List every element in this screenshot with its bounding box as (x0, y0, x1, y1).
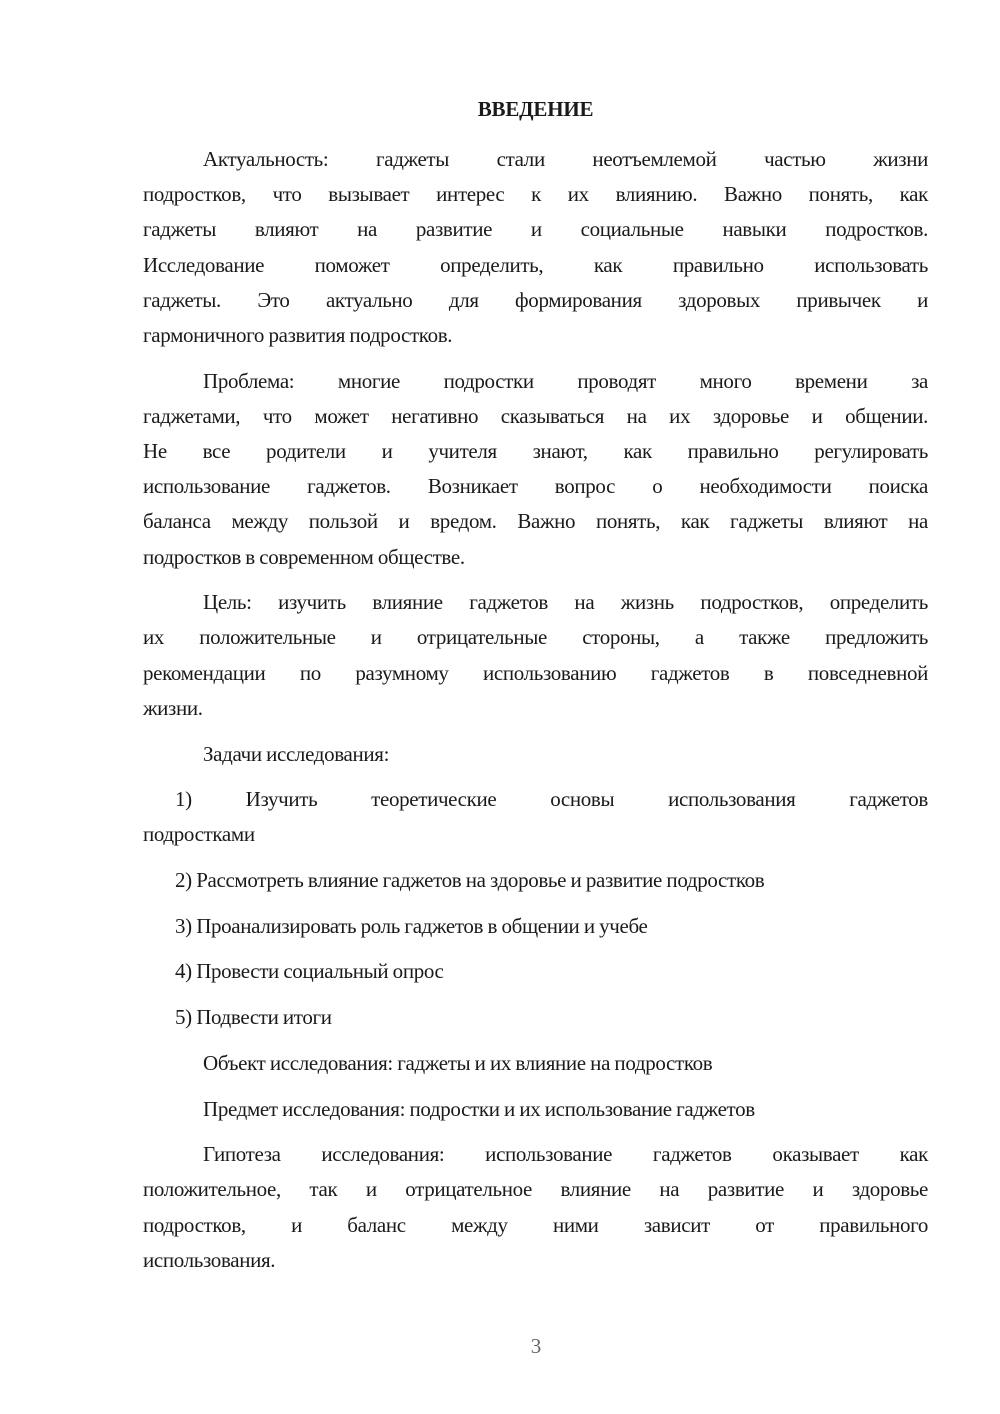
text-line: Актуальность: гаджеты стали неотъемлемой частью жизни (203, 147, 928, 171)
section-title: ВВЕДЕНИЕ (477, 97, 594, 121)
text-line: гаджетами, что может негативно сказываться на их здоровье и общении. (143, 403, 928, 428)
text-line: Объект исследования: гаджеты и их влияние на подростков (203, 1050, 713, 1075)
text-line: подростков, что вызывает интерес к их влиянию. Важно понять, как (143, 182, 928, 207)
document-page (143, 92, 928, 1278)
text-line: 4) Провести социальный опрос (175, 959, 444, 984)
text-line: Предмет исследования: подростки и их использование гаджетов (203, 1096, 755, 1121)
text-line: Не все родители и учителя знают, как правильно регулировать (143, 439, 928, 463)
text-line: Гипотеза исследования: использование гаджетов оказывает как (203, 1142, 928, 1167)
text-line: положительное, так и отрицательное влияние на развитие и здоровье (143, 1177, 928, 1202)
text-line: Цель: изучить влияние гаджетов на жизнь подростков, определить (203, 590, 928, 615)
document-body (143, 142, 928, 1278)
page-number: 3 (530, 1334, 542, 1358)
list-item (143, 782, 928, 852)
text-line: 2) Рассмотреть влияние гаджетов на здоровье и развитие подростков (175, 868, 765, 893)
text-line: 3) Проанализировать роль гаджетов в общении и учебе (175, 913, 648, 938)
paragraph (143, 142, 928, 353)
paragraph (143, 1092, 928, 1127)
text-line: использование гаджетов. Возникает вопрос о необходимости поиска (143, 474, 928, 499)
text-line: гаджеты. Это актуально для формирования здоровых привычек и (143, 287, 928, 312)
paragraph (143, 1137, 928, 1278)
list-item (143, 909, 928, 944)
text-line: гаджеты влияют на развитие и социальные навыки подростков. (143, 217, 928, 242)
text-line: подростков в современном обществе. (143, 544, 465, 569)
text-line: использования. (143, 1247, 276, 1272)
paragraph (143, 1046, 928, 1081)
paragraph (143, 364, 928, 575)
paragraph (143, 585, 928, 726)
text-line: их положительные и отрицательные стороны, а также предложить (143, 625, 928, 650)
list-item (143, 1000, 928, 1035)
text-line: 1) Изучить теоретические основы использования гаджетов (175, 787, 928, 812)
list-item (143, 954, 928, 989)
text-line: баланса между пользой и вредом. Важно понять, как гаджеты влияют на (143, 509, 928, 534)
text-line: Проблема: многие подростки проводят много времени за (203, 368, 928, 393)
text-line: подростками (143, 822, 255, 847)
text-line: Задачи исследования: (203, 741, 390, 766)
text-line: рекомендации по разумному использованию гаджетов в повседневной (143, 660, 928, 685)
text-line: Исследование поможет определить, как правильно использовать (143, 252, 928, 277)
text-line: 5) Подвести итоги (175, 1005, 332, 1030)
paragraph (143, 737, 928, 772)
text-line: подростков, и баланс между ними зависит от правильного (143, 1212, 928, 1237)
text-line: гармоничного развития подростков. (143, 322, 453, 347)
list-item (143, 863, 928, 898)
text-line: жизни. (143, 695, 203, 720)
